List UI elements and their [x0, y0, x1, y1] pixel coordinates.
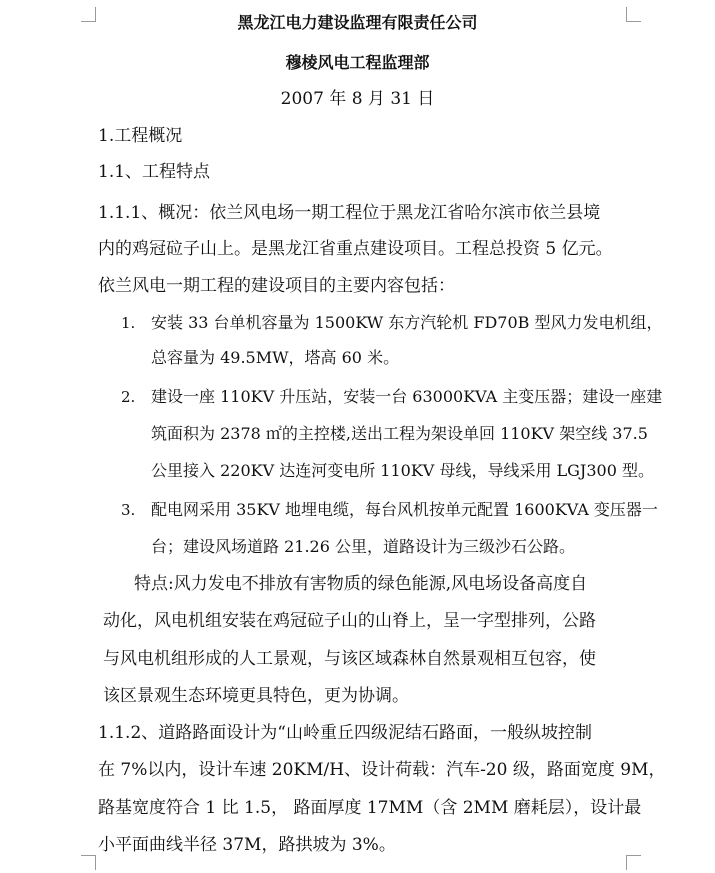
features-line-4: 该区景观生态环境更具特色，更为协调。	[103, 686, 409, 706]
list-item-2-line-1: 建设一座 110KV 升压站，安装一台 63000KVA 主变压器；建设一座建	[151, 387, 663, 406]
road-design-line-2: 在 7%以内，设计车速 20KM/H、设计荷载：汽车-20 级，路面宽度 9M，	[98, 760, 666, 780]
overview-line-1: 1.1.1、概况：依兰风电场一期工程位于黑龙江省哈尔滨市依兰县境	[98, 203, 601, 223]
section-heading-1: 1.工程概况	[98, 126, 183, 146]
department-title: 穆棱风电工程监理部	[285, 53, 430, 72]
features-line-3: 与风电机组形成的人工景观，与该区域森林自然景观相互包容，使	[103, 649, 596, 669]
list-item-2-line-3: 公里接入 220KV 达连河变电所 110KV 母线，导线采用 LGJ300 型。	[151, 461, 654, 480]
list-item-1-line-2: 总容量为 49.5MW，塔高 60 米。	[151, 348, 400, 367]
features-line-1: 特点:风力发电不排放有害物质的绿色能源,风电场设备高度自	[134, 574, 588, 594]
features-line-2: 动化，风电机组安装在鸡冠砬子山的山脊上，呈一字型排列，公路	[103, 611, 596, 631]
list-number-1: 1.	[121, 314, 136, 332]
company-title: 黑龙江电力建设监理有限责任公司	[237, 13, 478, 32]
document-date: 2007 年 8 月 31 日	[280, 89, 435, 109]
list-item-2-line-2: 筑面积为 2378 ㎡的主控楼,送出工程为架设单回 110KV 架空线 37.5	[151, 424, 648, 443]
page-corner-mark-bottom-left	[81, 855, 96, 870]
list-item-3-line-1: 配电网采用 35KV 地埋电缆，每台风机按单元配置 1600KVA 变压器一	[151, 500, 658, 519]
list-number-2: 2.	[121, 388, 136, 406]
list-item-1-line-1: 安装 33 台单机容量为 1500KW 东方汽轮机 FD70B 型风力发电机组，	[151, 313, 663, 332]
section-heading-1-1: 1.1、工程特点	[98, 162, 211, 182]
road-design-line-1: 1.1.2、道路路面设计为“山岭重丘四级泥结石路面，一般纵坡控制	[98, 723, 592, 743]
road-design-line-3: 路基宽度符合 1 比 1.5， 路面厚度 17MM（含 2MM 磨耗层），设计最	[98, 798, 642, 818]
page-corner-mark-bottom-right	[626, 855, 641, 870]
road-design-line-4: 小平面曲线半径 37M，路拱坡为 3%。	[98, 835, 396, 855]
overview-line-2: 内的鸡冠砬子山上。是黑龙江省重点建设项目。工程总投资 5 亿元。	[98, 239, 613, 259]
overview-line-3: 依兰风电一期工程的建设项目的主要内容包括：	[98, 276, 455, 296]
list-item-3-line-2: 台；建设风场道路 21.26 公里，道路设计为三级沙石公路。	[151, 537, 575, 556]
list-number-3: 3.	[121, 501, 136, 519]
